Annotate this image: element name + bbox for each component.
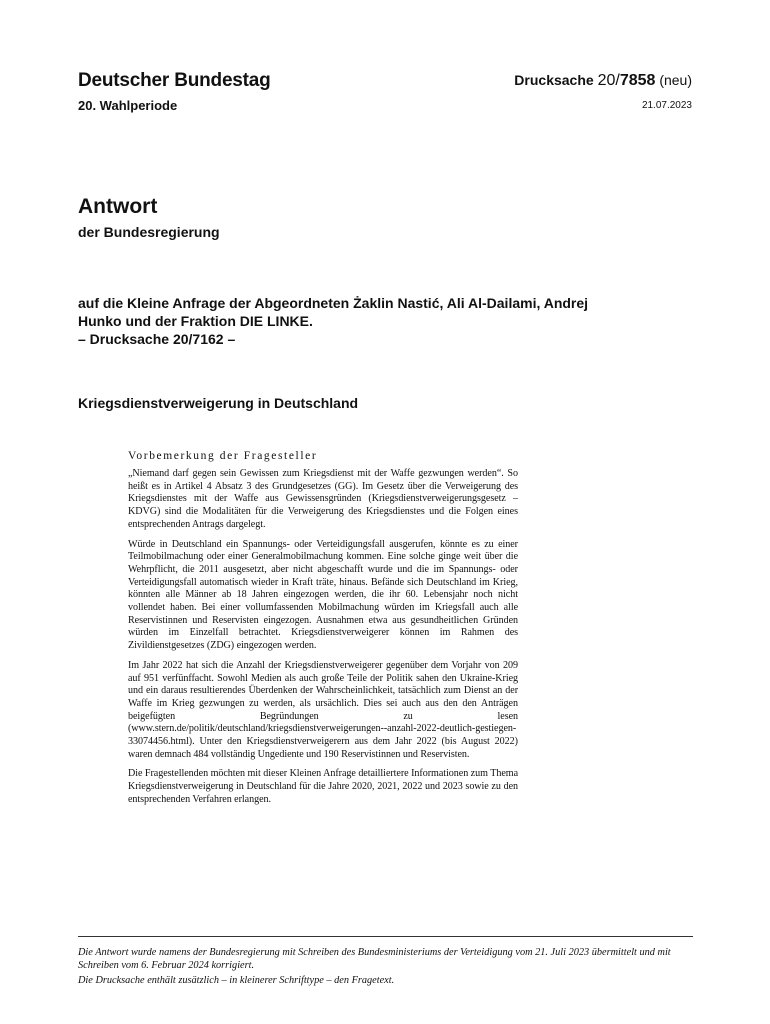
inquiry-drucksache: – Drucksache 20/7162 – (78, 331, 236, 347)
preliminary-remark (128, 450, 518, 814)
header-right (514, 72, 692, 111)
drucksache-prefix: 20/ (597, 72, 620, 89)
footer-note (78, 946, 693, 987)
preliminary-paragraph: Würde in Deutschland ein Spannungs- oder Verteidigungsfall ausgerufen, könnte es zu einer Teilmobilmachung oder einer Generalmobilmachung kommen. Eine solche ginge weit über die Wehrpflicht, die 2011 ausgesetzt, aber nicht abgeschafft wurde und die im Spannungs- oder Verteidigungsfall automatisch wieder in Kraft träte, hinaus. Befände sich Deutschland im Krieg, könnten alle Männer ab 18 Jahren eingezogen werden, die ihr 60. Lebensjahr noch nicht vollendet haben. Bei einer vollumfassenden Mobilmachung würden im Kriegsfall auch alle Reservistinnen und Reservisten eingezogen. Ausnahmen etwa aus gesundheitlichen Gründen würden im Einzelfall betrachtet. Kriegsdienstverweigerer können im Rahmen des Zivildienstgesetzes (ZDG) eingezogen werden. (128, 538, 518, 652)
document-date: 21.07.2023 (641, 100, 692, 111)
drucksache-number (514, 72, 692, 90)
header-left (78, 70, 271, 113)
footer-fontsize-note: Die Drucksache enthält zusätzlich – in kleinerer Schrifttype – den Fragetext. (78, 975, 395, 986)
document-type: Antwort (78, 195, 158, 218)
drucksache-suffix: (neu) (659, 72, 692, 88)
footer-divider (78, 936, 693, 937)
document-subject: Kriegsdienstverweigerung in Deutschland (78, 395, 359, 411)
preliminary-paragraph: Im Jahr 2022 hat sich die Anzahl der Kriegsdienstverweigerer gegenüber dem Vorjahr von 209 auf 951 verfünffacht. Sowohl Medien als auch große Teile der Politik sahen den Ukraine-Krieg und ein daraus resultierendes Überdenken der Wahrscheinlichkeit, tatsächlich zum Dienst an der Waffe im Krieg gezwungen zu werden, als ursächlich. Dies sei auch aus den den Anträgen beigefügten Begründungen zu lesen (www.stern.de/politik/deutschland/kriegsdienstverweigerungen--anzahl-2022-deutlich-gestiegen-33074456.html). Unter den Kriegsdienstverweigerern aus dem Jahr 2022 (bis August 2022) waren demnach 484 vollständig Ungediente und 190 Reservistinnen und Reservisten. (128, 659, 518, 760)
preliminary-paragraph: Die Fragestellenden möchten mit dieser Kleinen Anfrage detailliertere Informationen zum Thema Kriegsdienstverweigerung in Deutschland für die Jahre 2020, 2021, 2022 und 2023 sowie zu den entsprechenden Verfahren erlangen. (128, 768, 518, 805)
preliminary-remark-title: Vorbemerkung der Fragesteller (128, 450, 318, 462)
footer-transmission-note: Die Antwort wurde namens der Bundesregierung mit Schreiben des Bundesministeriums der Verteidigung vom 21. Juli 2023 übermittelt und mit Schreiben vom 6. Februar 2024 korrigiert. (78, 947, 671, 971)
preliminary-paragraph: „Niemand darf gegen sein Gewissen zum Kriegsdienst mit der Waffe gezwungen werden“. So heißt es in Artikel 4 Absatz 3 des Grundgesetzes (GG). Im Gesetz über die Verweigerung des Kriegsdienstes mit der Waffe aus Gewissensgründen (Kriegsdienstverweigerungsgesetz – KDVG) sind die Modalitäten für die Verweigerung des Kriegsdienstes und die Folgen eines entsprechenden Antrags dargelegt. (128, 468, 518, 530)
inquiry-line: Hunko und der Fraktion DIE LINKE. (78, 313, 313, 329)
drucksache-id (598, 72, 656, 89)
document-subtype: der Bundesregierung (78, 224, 220, 240)
legislative-period: 20. Wahlperiode (78, 98, 178, 113)
drucksache-label: Drucksache (514, 72, 594, 88)
inquiry-reference (78, 294, 698, 348)
drucksache-main-number: 7858 (619, 72, 656, 89)
inquiry-line: auf die Kleine Anfrage der Abgeordneten Żaklin Nastić, Ali Al-Dailami, Andrej (78, 295, 589, 311)
organization-name: Deutscher Bundestag (78, 70, 271, 91)
